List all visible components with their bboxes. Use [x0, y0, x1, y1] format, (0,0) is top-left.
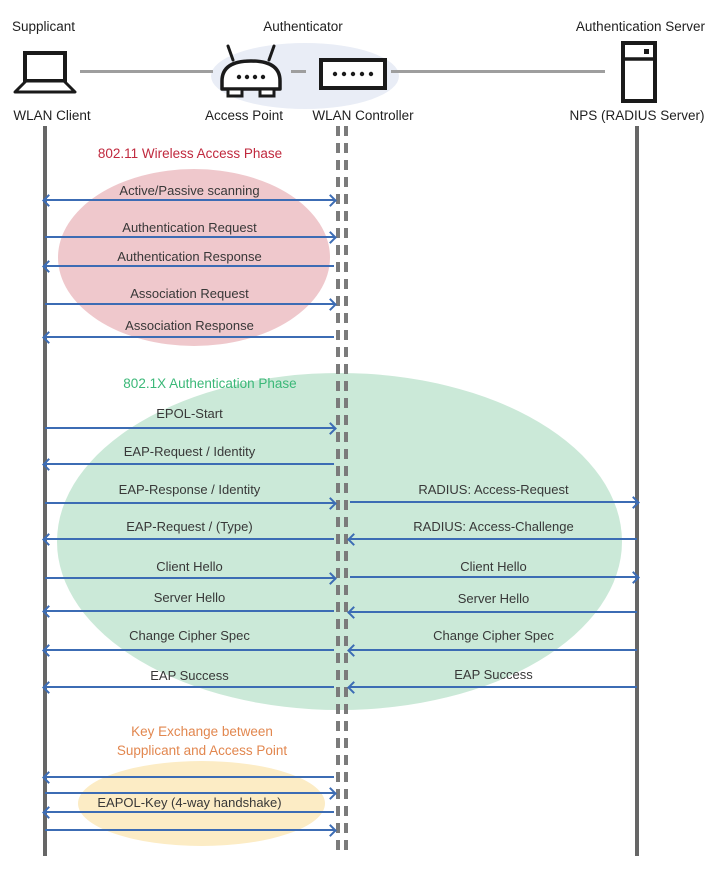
arrowhead-left-icon: [42, 458, 55, 471]
arrowhead-left-icon: [347, 606, 360, 619]
arrow-shaft: [45, 336, 334, 338]
message-arrow: [45, 458, 334, 470]
device-label-wlan-client: WLAN Client: [13, 108, 91, 123]
message-arrow: [45, 422, 334, 434]
message-label: Authentication Response: [117, 249, 262, 264]
arrowhead-left-icon: [347, 533, 360, 546]
message-label: Server Hello: [153, 590, 226, 605]
arrow-shaft: [45, 265, 334, 267]
message-label: EAPOL-Key (4-way handshake): [97, 795, 282, 810]
message-label: Authentication Request: [122, 220, 257, 235]
arrowhead-left-icon: [347, 681, 360, 694]
laptop-icon: [13, 51, 77, 100]
message-arrow: [350, 681, 637, 693]
message-label: EAP Success: [150, 668, 229, 683]
arrow-shaft: [45, 502, 334, 504]
connector-controller-to-server: [391, 70, 605, 73]
arrow-shaft: [350, 538, 637, 540]
arrow-shaft: [45, 649, 334, 651]
arrow-shaft: [45, 538, 334, 540]
message-label: Client Hello: [460, 559, 527, 574]
arrow-shaft: [350, 611, 637, 613]
message-arrow: [45, 533, 334, 545]
arrow-shaft: [45, 610, 334, 612]
arrow-shaft: [45, 303, 334, 305]
arrow-shaft: [350, 686, 637, 688]
phase-title-key-exchange-line2: Supplicant and Access Point: [116, 743, 288, 758]
arrowhead-left-icon: [347, 644, 360, 657]
arrowhead-left-icon: [42, 533, 55, 546]
arrowhead-left-icon: [42, 771, 55, 784]
message-label: EAP-Request / Identity: [123, 444, 256, 459]
arrow-shaft: [45, 829, 334, 831]
device-label-nps-radius-server: NPS (RADIUS Server): [569, 108, 705, 123]
arrowhead-left-icon: [42, 644, 55, 657]
message-arrow: [45, 644, 334, 656]
message-arrow: [350, 571, 637, 583]
arrow-shaft: [45, 199, 334, 201]
message-arrow: [350, 533, 637, 545]
arrow-shaft: [350, 649, 637, 651]
message-arrow: [45, 681, 334, 693]
message-label: RADIUS: Access-Request: [418, 482, 569, 497]
message-label: EAP-Request / (Type): [126, 519, 253, 534]
message-arrow: [45, 231, 334, 243]
phase-title-8021x-authentication: 802.1X Authentication Phase: [123, 376, 297, 391]
message-arrow: [45, 572, 334, 584]
message-arrow: [350, 496, 637, 508]
message-label: Change Cipher Spec: [433, 628, 554, 643]
message-arrow: [45, 331, 334, 343]
access-point-icon: [212, 44, 290, 107]
message-label: EPOL-Start: [156, 406, 223, 421]
message-arrow: [45, 605, 334, 617]
arrow-shaft: [45, 811, 334, 813]
arrowhead-left-icon: [42, 260, 55, 273]
server-icon: [620, 41, 658, 108]
arrow-shaft: [45, 463, 334, 465]
message-label: Server Hello: [457, 591, 530, 606]
wlan-controller-icon: [319, 58, 387, 95]
connector-ap-to-controller: [291, 70, 306, 73]
arrowhead-left-icon: [42, 605, 55, 618]
arrowhead-right-icon: [324, 194, 337, 207]
phase-title-key-exchange: [52, 722, 352, 760]
arrowhead-left-icon: [42, 681, 55, 694]
arrowhead-left-icon: [42, 806, 55, 819]
message-label: Client Hello: [156, 559, 223, 574]
message-arrow: [45, 824, 334, 836]
arrow-shaft: [350, 576, 637, 578]
role-label-authentication-server: Authentication Server: [575, 19, 705, 34]
message-arrow: [45, 497, 334, 509]
message-arrow: [45, 771, 334, 783]
arrowhead-right-icon: [324, 298, 337, 311]
role-label-authenticator: Authenticator: [263, 19, 343, 34]
message-arrow: [350, 644, 637, 656]
arrow-shaft: [45, 236, 334, 238]
message-arrow: [45, 298, 334, 310]
message-label: Change Cipher Spec: [129, 628, 250, 643]
arrowhead-left-icon: [42, 194, 55, 207]
message-label: Association Request: [130, 286, 249, 301]
arrowhead-right-icon: [324, 824, 337, 837]
message-label: Association Response: [125, 318, 254, 333]
message-label: EAP Success: [454, 667, 533, 682]
device-label-wlan-controller: WLAN Controller: [312, 108, 414, 123]
phase-title-key-exchange-line1: Key Exchange between: [131, 724, 273, 739]
device-label-access-point: Access Point: [204, 108, 284, 123]
arrow-shaft: [45, 686, 334, 688]
arrow-shaft: [45, 427, 334, 429]
arrow-shaft: [45, 792, 334, 794]
message-label: EAP-Response / Identity: [118, 482, 261, 497]
arrowhead-left-icon: [42, 331, 55, 344]
message-label: RADIUS: Access-Challenge: [413, 519, 574, 534]
message-arrow: [45, 260, 334, 272]
message-arrow: [45, 806, 334, 818]
connector-client-to-ap: [80, 70, 213, 73]
message-label: Active/Passive scanning: [119, 183, 260, 198]
message-arrow: [45, 194, 334, 206]
phase-title-80211-wireless-access: 802.11 Wireless Access Phase: [97, 146, 283, 161]
arrow-shaft: [350, 501, 637, 503]
message-arrow: [350, 606, 637, 618]
arrowhead-right-icon: [324, 231, 337, 244]
role-label-supplicant: Supplicant: [12, 19, 76, 34]
arrow-shaft: [45, 776, 334, 778]
arrow-shaft: [45, 577, 334, 579]
